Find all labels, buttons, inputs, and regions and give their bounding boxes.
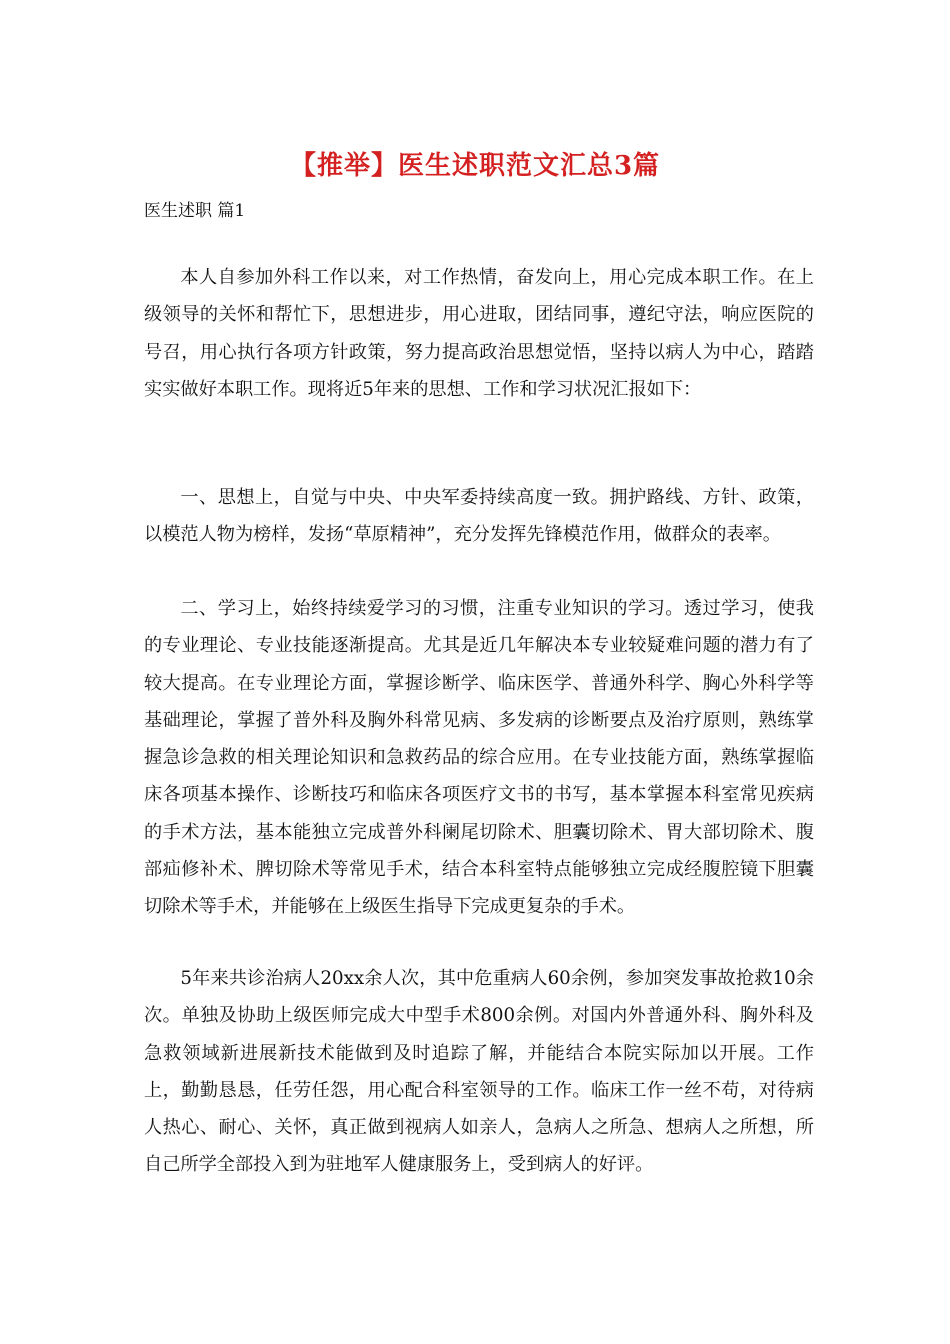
paragraph-study: 二、学习上，始终持续爱学习的习惯，注重专业知识的学习。透过学习，使我的专业理论、专业技能逐渐提高。尤其是近几年解决本专业较疑难问题的潜力有了较大提高。在专业理论方面，掌握诊断学、临床医学、普通外科学、胸心外科学等基础理论，掌握了普外科及胸外科常见病、多发病的诊断要点及治疗原则，熟练掌握急诊急救的相关理论知识和急救药品的综合应用。在专业技能方面，熟练掌握临床各项基本操作、诊断技巧和临床各项医疗文书的书写，基本掌握本科室常见疾病的手术方法，基本能独立完成普外科阑尾切除术、胆囊切除术、胃大部切除术、腹部疝修补术、脾切除术等常见手术，结合本科室特点能够独立完成经腹腔镜下胆囊切除术等手术，并能够在上级医生指导下完成更复杂的手术。: [144, 598, 814, 918]
paragraph-thought: 一、思想上，自觉与中央、中央军委持续高度一致。拥护路线、方针、政策，以模范人物为榜样，发扬“草原精神”，充分发挥先锋模范作用，做群众的表率。: [144, 487, 814, 546]
section-heading: 医生述职 篇1: [144, 201, 246, 221]
paragraph-work: 5年来共诊治病人20xx余人次，其中危重病人60余例，参加突发事故抢救10余次。单独及协助上级医师完成大中型手术800余例。对国内外普通外科、胸外科及急救领域新进展新技术能做到及时追踪了解，并能结合本院实际加以开展。工作上，勤勤恳恳，任劳任怨，用心配合科室领导的工作。临床工作一丝不苟，对待病人热心、耐心、关怀，真正做到视病人如亲人，急病人之所急、想病人之所想，所自己所学全部投入到为驻地军人健康服务上，受到病人的好评。: [144, 968, 814, 1176]
document-title: 【推举】医生述职范文汇总3篇: [289, 151, 661, 181]
paragraph-intro: 本人自参加外科工作以来，对工作热情，奋发向上，用心完成本职工作。在上级领导的关怀和帮忙下，思想进步，用心进取，团结同事，遵纪守法，响应医院的号召，用心执行各项方针政策，努力提高政治思想觉悟，坚持以病人为中心，踏踏实实做好本职工作。现将近5年来的思想、工作和学习状况汇报如下：: [144, 267, 814, 400]
